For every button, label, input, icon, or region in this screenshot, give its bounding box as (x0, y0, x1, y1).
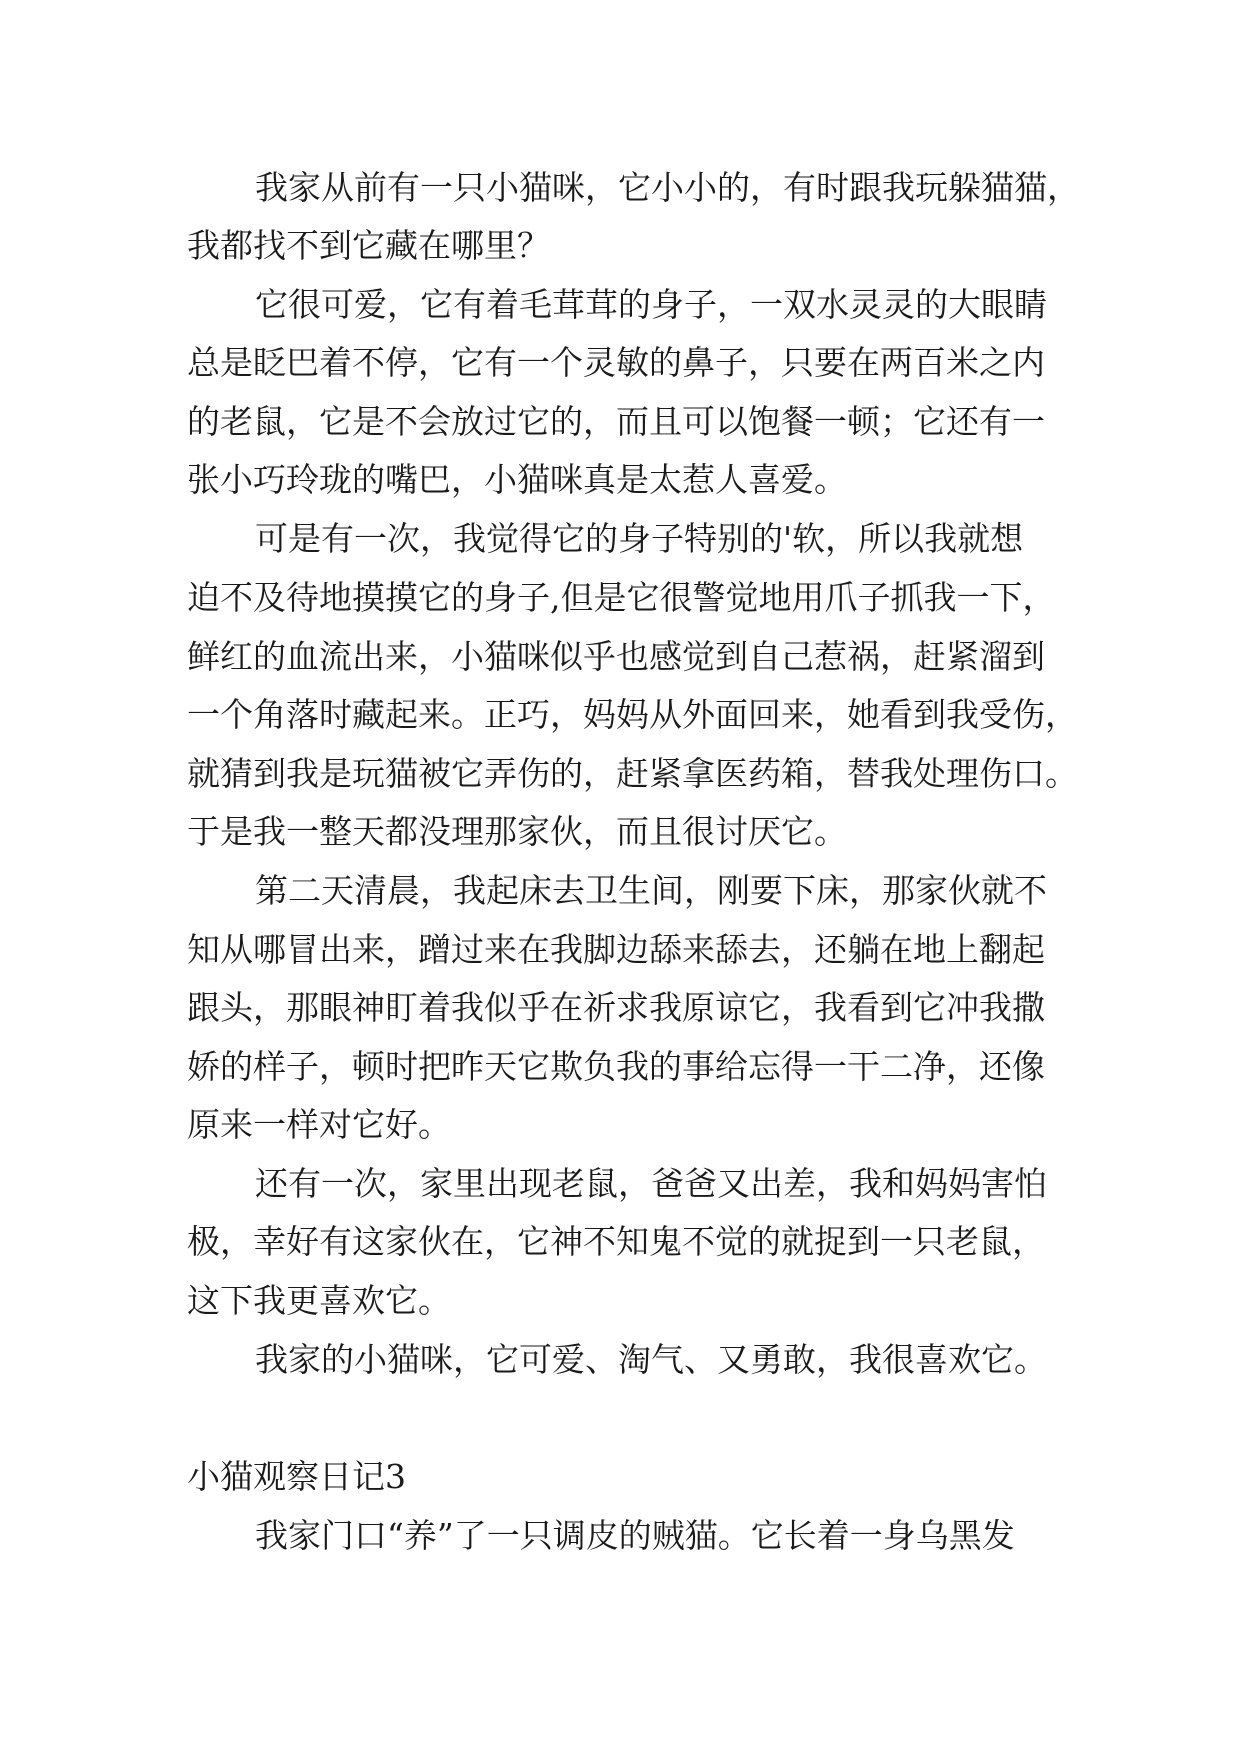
paragraph-1-line-1: 我家从前有一只小猫咪，它小小的，有时跟我玩躲猫猫， (255, 168, 1080, 207)
paragraph-3-line-6: 于是我一整天都没理那家伙，而且很讨厌它。 (187, 812, 847, 851)
paragraph-4-line-4: 娇的样子，顿时把昨天它欺负我的事给忘得一干二净，还像 (187, 1047, 1045, 1086)
paragraph-4-line-5: 原来一样对它好。 (187, 1105, 451, 1144)
paragraph-2-line-4: 张小巧玲珑的嘴巴，小猫咪真是太惹人喜爱。 (187, 460, 847, 499)
paragraph-2-line-3: 的老鼠，它是不会放过它的，而且可以饱餐一顿；它还有一 (187, 402, 1045, 441)
paragraph-3-line-3: 鲜红的血流出来，小猫咪似乎也感觉到自己惹祸，赶紧溜到 (187, 637, 1045, 676)
paragraph-5-line-3: 这下我更喜欢它。 (187, 1281, 451, 1320)
paragraph-4-line-3: 跟头，那眼神盯着我似乎在祈求我原谅它，我看到它冲我撒 (187, 988, 1045, 1027)
next-paragraph-line-1: 我家门口“养”了一只调皮的贼猫。它长着一身乌黑发 (255, 1516, 1015, 1555)
paragraph-3-line-1: 可是有一次，我觉得它的身子特别的'软，所以我就想 (255, 519, 1024, 558)
paragraph-4-line-1: 第二天清晨，我起床去卫生间，刚要下床，那家伙就不 (255, 871, 1047, 910)
paragraph-2-line-1: 它很可爱，它有着毛茸茸的身子，一双水灵灵的大眼睛 (255, 285, 1047, 324)
paragraph-5-line-1: 还有一次，家里出现老鼠，爸爸又出差，我和妈妈害怕 (255, 1164, 1047, 1203)
paragraph-6-line-1: 我家的小猫咪，它可爱、淘气、又勇敢，我很喜欢它。 (255, 1340, 1047, 1379)
paragraph-1-line-2: 我都找不到它藏在哪里？ (187, 226, 550, 265)
paragraph-3-line-2: 迫不及待地摸摸它的身子,但是它很警觉地用爪子抓我一下， (187, 578, 1056, 617)
section-title: 小猫观察日记3 (187, 1457, 406, 1496)
paragraph-3-line-4: 一个角落时藏起来。正巧，妈妈从外面回来，她看到我受伤， (187, 695, 1078, 734)
paragraph-4-line-2: 知从哪冒出来，蹭过来在我脚边舔来舔去，还躺在地上翻起 (187, 930, 1045, 969)
paragraph-3-line-5: 就猜到我是玩猫被它弄伤的，赶紧拿医药箱，替我处理伤口。 (187, 754, 1078, 793)
paragraph-2-line-2: 总是眨巴着不停，它有一个灵敏的鼻子，只要在两百米之内 (187, 343, 1045, 382)
paragraph-5-line-2: 极，幸好有这家伙在，它神不知鬼不觉的就捉到一只老鼠， (187, 1222, 1045, 1261)
